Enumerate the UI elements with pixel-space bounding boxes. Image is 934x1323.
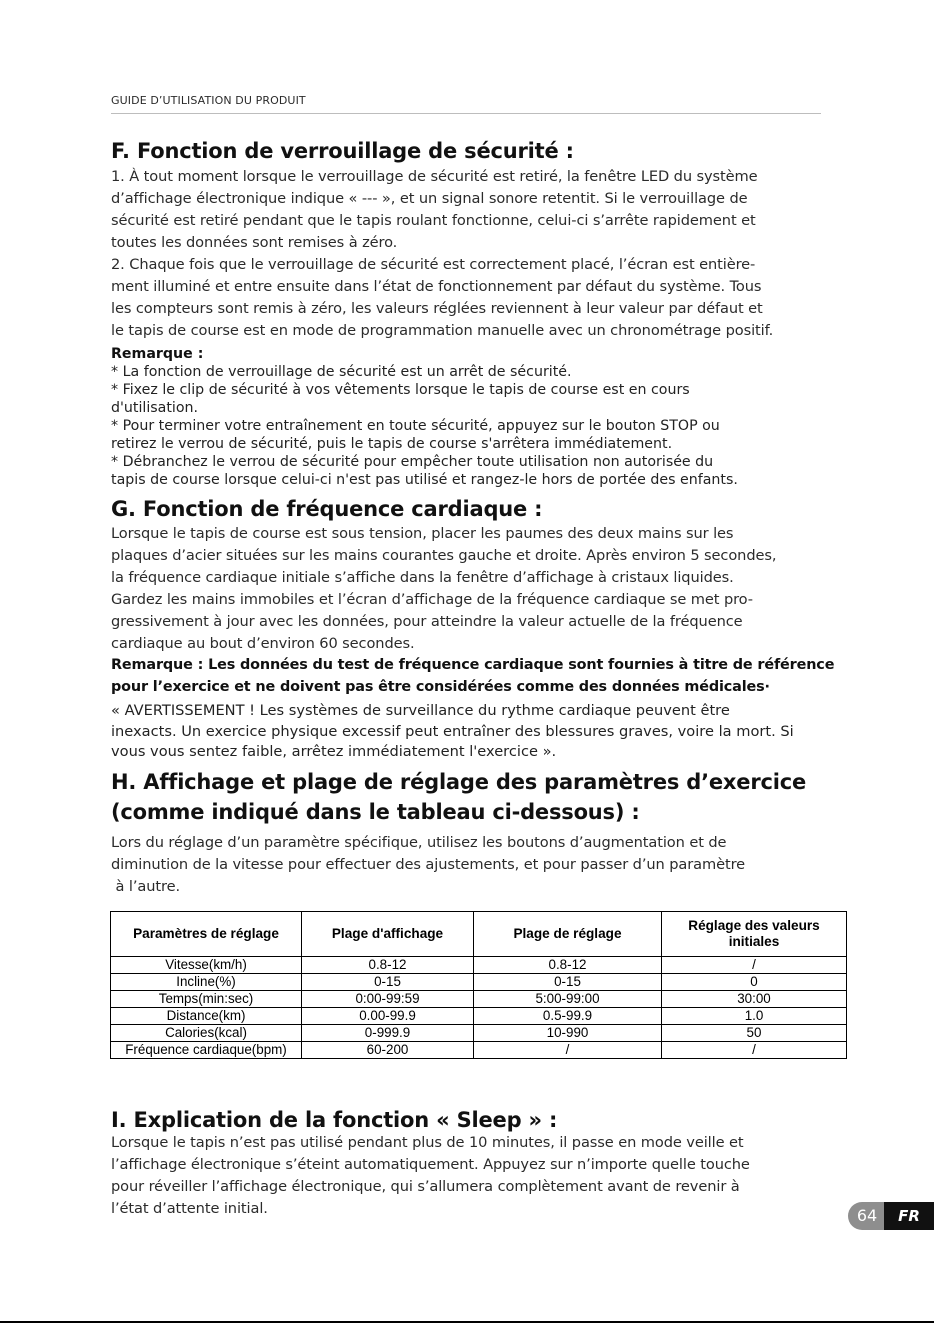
section-h-line: à l’autre. bbox=[111, 878, 181, 895]
page-number: 64 bbox=[848, 1202, 886, 1230]
table-cell: 0:00-99:59 bbox=[302, 991, 474, 1008]
section-f-remark-title: Remarque : bbox=[111, 346, 204, 362]
table-cell: 50 bbox=[662, 1025, 847, 1042]
section-g-line: plaques d’acier situées sur les mains courantes gauche et droite. Après environ 5 secondes, bbox=[111, 547, 777, 564]
section-h-line: Lors du réglage d’un paramètre spécifique, utilisez les boutons d’augmentation et de bbox=[111, 834, 727, 851]
section-i-line: pour réveiller l’affichage électronique, qui s’allumera complètement avant de revenir à bbox=[111, 1178, 740, 1195]
section-g-warning: « AVERTISSEMENT ! Les systèmes de surveillance du rythme cardiaque peuvent être bbox=[111, 702, 730, 719]
table-cell: 5:00-99:00 bbox=[474, 991, 662, 1008]
section-h-title: H. Affichage et plage de réglage des paramètres d’exercice bbox=[111, 770, 807, 794]
table-cell: Vitesse(km/h) bbox=[111, 957, 302, 974]
section-g-warning: vous vous sentez faible, arrêtez immédiatement l'exercice ». bbox=[111, 743, 557, 760]
language-tab: FR bbox=[884, 1202, 934, 1230]
table-row bbox=[111, 974, 847, 991]
section-g-line: Lorsque le tapis de course est sous tension, placer les paumes des deux mains sur les bbox=[111, 525, 734, 542]
table-cell: Fréquence cardiaque(bpm) bbox=[111, 1042, 302, 1059]
section-i-line: l’affichage électronique s’éteint automatiquement. Appuyez sur n’importe quelle touche bbox=[111, 1156, 750, 1173]
section-g-warning: inexacts. Un exercice physique excessif peut entraîner des blessures graves, voire la mort. Si bbox=[111, 723, 794, 740]
section-f-remark-line: d'utilisation. bbox=[111, 400, 199, 416]
table-cell: Distance(km) bbox=[111, 1008, 302, 1025]
section-i-title: I. Explication de la fonction « Sleep » : bbox=[111, 1108, 558, 1132]
table-header-cell: Plage d'affichage bbox=[302, 912, 474, 957]
section-f-remark-line: tapis de course lorsque celui-ci n'est pas utilisé et rangez-le hors de portée des enfants. bbox=[111, 472, 738, 488]
section-f-remark-line: * Fixez le clip de sécurité à vos vêtements lorsque le tapis de course est en cours bbox=[111, 382, 690, 398]
table-cell: 0-15 bbox=[302, 974, 474, 991]
section-g-note: Remarque : Les données du test de fréquence cardiaque sont fournies à titre de référence bbox=[111, 657, 835, 673]
section-h-title: (comme indiqué dans le tableau ci-dessous) : bbox=[111, 800, 640, 824]
table-cell: 0.5-99.9 bbox=[474, 1008, 662, 1025]
section-f-line: sécurité est retiré pendant que le tapis roulant fonctionne, celui-ci s’arrête rapidement et bbox=[111, 212, 756, 229]
table-cell: 0.00-99.9 bbox=[302, 1008, 474, 1025]
section-g-title: G. Fonction de fréquence cardiaque : bbox=[111, 497, 543, 521]
section-f-line: le tapis de course est en mode de programmation manuelle avec un chronométrage positif. bbox=[111, 322, 774, 339]
section-g-note: pour l’exercice et ne doivent pas être considérées comme des données médicales· bbox=[111, 679, 770, 695]
section-i-line: Lorsque le tapis n’est pas utilisé pendant plus de 10 minutes, il passe en mode veille et bbox=[111, 1134, 744, 1151]
table-cell: Incline(%) bbox=[111, 974, 302, 991]
table-cell: Calories(kcal) bbox=[111, 1025, 302, 1042]
section-f-remark-line: * Pour terminer votre entraînement en toute sécurité, appuyez sur le bouton STOP ou bbox=[111, 418, 720, 434]
section-g-line: gressivement à jour avec les données, pour atteindre la valeur actuelle de la fréquence bbox=[111, 613, 743, 630]
table-cell: Temps(min:sec) bbox=[111, 991, 302, 1008]
section-i-line: l’état d’attente initial. bbox=[111, 1200, 268, 1217]
section-g-line: Gardez les mains immobiles et l’écran d’affichage de la fréquence cardiaque se met pro- bbox=[111, 591, 753, 608]
table-header-cell: Réglage des valeurs initiales bbox=[662, 912, 847, 957]
section-f-remark-line: * La fonction de verrouillage de sécurité est un arrêt de sécurité. bbox=[111, 364, 572, 380]
table-header-cell: Plage de réglage bbox=[474, 912, 662, 957]
table-row bbox=[111, 1042, 847, 1059]
section-f-remark-line: retirez le verrou de sécurité, puis le tapis de course s'arrêtera immédiatement. bbox=[111, 436, 673, 452]
running-header: GUIDE D’UTILISATION DU PRODUIT bbox=[111, 94, 306, 107]
table-cell: 0.8-12 bbox=[474, 957, 662, 974]
section-f-line: les compteurs sont remis à zéro, les valeurs réglées reviennent à leur valeur par défaut et bbox=[111, 300, 763, 317]
table-cell: 10-990 bbox=[474, 1025, 662, 1042]
section-f-line: d’affichage électronique indique « --- », et un signal sonore retentit. Si le verrouillage de bbox=[111, 190, 748, 207]
table-cell: / bbox=[662, 957, 847, 974]
table-header-row bbox=[111, 912, 847, 957]
table-row bbox=[111, 957, 847, 974]
table-row bbox=[111, 1025, 847, 1042]
table-cell: 0.8-12 bbox=[302, 957, 474, 974]
table-cell: / bbox=[474, 1042, 662, 1059]
table-cell: / bbox=[662, 1042, 847, 1059]
table-cell: 0-999.9 bbox=[302, 1025, 474, 1042]
table-cell: 0 bbox=[662, 974, 847, 991]
section-g-line: la fréquence cardiaque initiale s’affiche dans la fenêtre d’affichage à cristaux liquides. bbox=[111, 569, 734, 586]
table-cell: 60-200 bbox=[302, 1042, 474, 1059]
header-rule bbox=[111, 113, 821, 114]
section-f-line: 2. Chaque fois que le verrouillage de sécurité est correctement placé, l’écran est entière- bbox=[111, 256, 756, 273]
section-f-remark-line: * Débranchez le verrou de sécurité pour empêcher toute utilisation non autorisée du bbox=[111, 454, 714, 470]
section-g-line: cardiaque au bout d’environ 60 secondes. bbox=[111, 635, 415, 652]
section-f-line: ment illuminé et entre ensuite dans l’état de fonctionnement par défaut du système. Tous bbox=[111, 278, 762, 295]
table-header-cell: Paramètres de réglage bbox=[111, 912, 302, 957]
table-cell: 30:00 bbox=[662, 991, 847, 1008]
table-row bbox=[111, 1008, 847, 1025]
section-f-title: F. Fonction de verrouillage de sécurité : bbox=[111, 139, 574, 163]
section-f-line: 1. À tout moment lorsque le verrouillage de sécurité est retiré, la fenêtre LED du système bbox=[111, 168, 758, 185]
table-cell: 0-15 bbox=[474, 974, 662, 991]
table-row bbox=[111, 991, 847, 1008]
parameters-table bbox=[110, 911, 847, 1059]
section-f-line: toutes les données sont remises à zéro. bbox=[111, 234, 398, 251]
table-cell: 1.0 bbox=[662, 1008, 847, 1025]
section-h-line: diminution de la vitesse pour effectuer des ajustements, et pour passer d’un paramètre bbox=[111, 856, 746, 873]
